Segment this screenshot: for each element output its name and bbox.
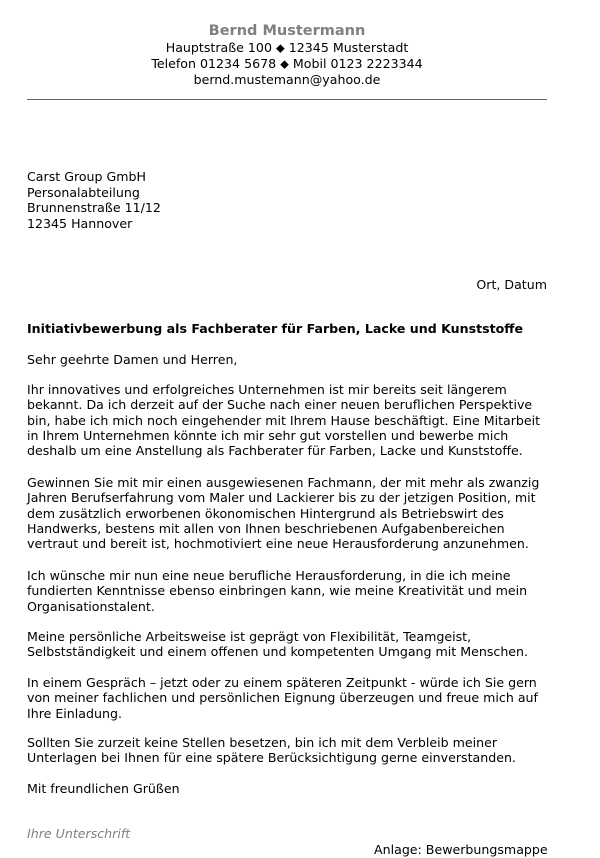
header-divider: [27, 99, 547, 100]
paragraph-line: bin, habe ich mich noch eingehender mit Ihrem Hause beschäftigt. Eine Mitarbeit: [27, 412, 541, 428]
letterhead: [27, 22, 547, 88]
paragraph-4: [27, 629, 547, 660]
sender-email: bernd.mustemann@yahoo.de: [193, 72, 381, 87]
place-date: Ort, Datum: [476, 277, 547, 292]
sender-phone: Telefon 01234 5678 ⬥ Mobil 0123 2223344: [151, 56, 423, 71]
signature-placeholder: Ihre Unterschrift: [27, 826, 131, 841]
attachment-note: Anlage: Bewerbungsmappe: [374, 842, 548, 857]
paragraph-5: [27, 675, 547, 721]
paragraph-line: fundierten Kenntnisse ebenso einbringen kann, wie meine Kreativität und mein: [27, 583, 528, 599]
paragraph-line: dem zusätzlich erworbenen ökonomischen Hintergrund als Betriebswirt des: [27, 505, 504, 521]
paragraph-line: In einem Gespräch – jetzt oder zu einem späteren Zeitpunkt - würde ich Sie gern: [27, 675, 537, 690]
paragraph-line: Gewinnen Sie mit mir einen ausgewiesenen Fachmann, der mit mehr als zwanzig: [27, 475, 540, 490]
paragraph-1: [27, 382, 547, 458]
paragraph-2: [27, 475, 547, 551]
paragraph-6: [27, 735, 547, 766]
salutation: Sehr geehrte Damen und Herren,: [27, 352, 238, 367]
paragraph-line: Ich wünsche mir nun eine neue berufliche Herausforderung, in die ich meine: [27, 568, 511, 583]
paragraph-line: vertraut und bereit ist, hochmotiviert eine neue Herausforderung anzunehmen.: [27, 536, 529, 552]
sender-name: Bernd Mustermann: [208, 23, 366, 39]
paragraph-line: deshalb um eine Anstellung als Fachberater für Farben, Lacke und Kunststoffe.: [27, 443, 523, 459]
paragraph-line: in Ihrem Unternehmen könnte ich mir sehr gut vorstellen und bewerbe mich: [27, 427, 509, 443]
paragraph-line: Handwerks, bestens mit allen von Ihnen beschriebenen Aufgabenbereichen: [27, 520, 505, 536]
paragraph-line: Ihre Einladung.: [27, 705, 122, 721]
paragraph-line: Selbstständigkeit und einem offenen und kompetenten Umgang mit Menschen.: [27, 644, 529, 660]
paragraph-line: Organisationstalent.: [27, 598, 155, 614]
recipient-company: Carst Group GmbH: [27, 169, 147, 184]
paragraph-line: bekannt. Da ich derzeit auf der Suche nach einer neuen beruflichen Perspektive: [27, 397, 533, 413]
recipient-address: [27, 169, 161, 231]
subject-line: Initiativbewerbung als Fachberater für Farben, Lacke und Kunststoffe: [27, 321, 524, 336]
paragraph-line: Sollten Sie zurzeit keine Stellen besetzen, bin ich mit dem Verbleib meiner: [27, 735, 498, 750]
closing-phrase: Mit freundlichen Grüßen: [27, 781, 180, 796]
paragraph-3: [27, 568, 547, 614]
recipient-department: Personalabteilung: [27, 184, 140, 200]
recipient-street: Brunnenstraße 11/12: [27, 200, 161, 215]
paragraph-line: Jahren Berufserfahrung vom Maler und Lackierer bis zu der jetzigen Position, mit: [27, 490, 536, 506]
paragraph-line: Meine persönliche Arbeitsweise ist geprägt von Flexibilität, Teamgeist,: [27, 629, 472, 644]
recipient-city: 12345 Hannover: [27, 215, 133, 231]
paragraph-line: Unterlagen bei Ihnen für eine spätere Berücksichtigung gerne einverstanden.: [27, 750, 516, 766]
paragraph-line: Ihr innovatives und erfolgreiches Unternehmen ist mir bereits seit längerem: [27, 382, 507, 397]
sender-address: Hauptstraße 100 ⬥ 12345 Musterstadt: [165, 40, 409, 55]
paragraph-line: von meiner fachlichen und persönlichen Eignung überzeugen und freue mich auf: [27, 690, 538, 706]
